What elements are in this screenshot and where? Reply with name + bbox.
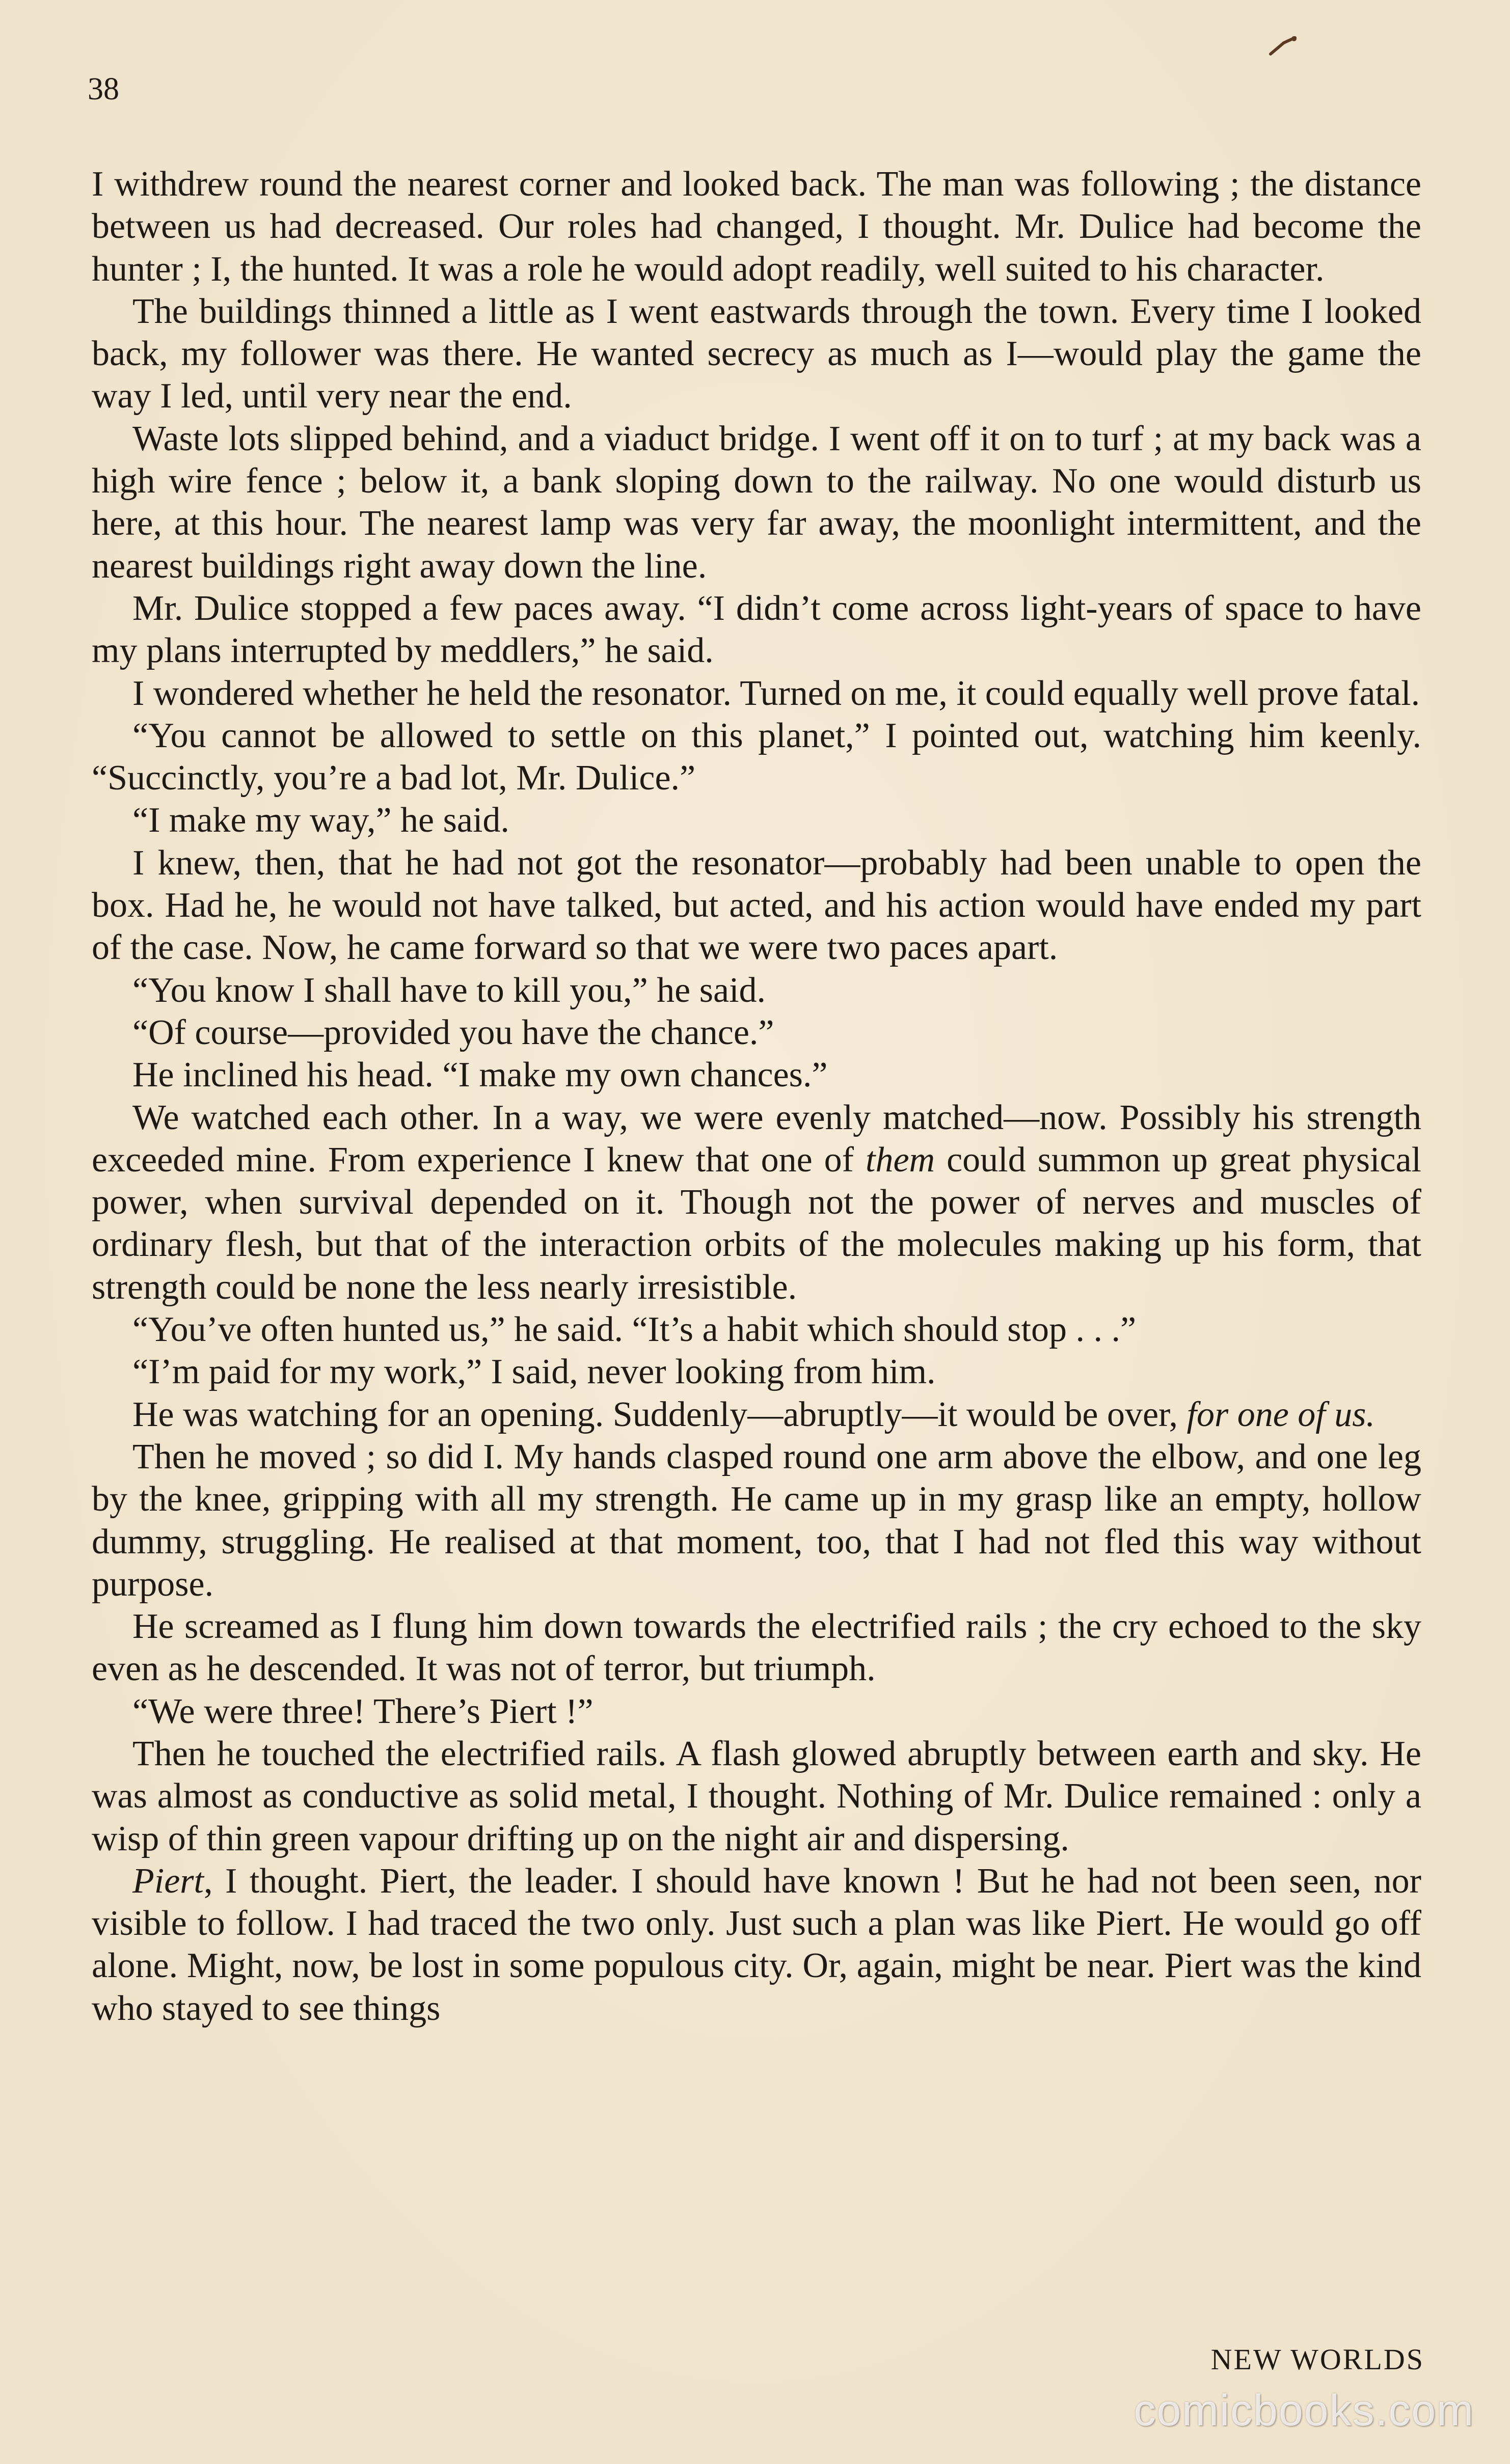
paragraph [92,1308,1421,1351]
watermark: comicbooks.com [1134,2386,1474,2435]
text-run: could summon up great physical power, when survival depended on it. Though not the power of nerves and muscles of ordinary flesh, but that of the interaction orbits of the molecules making up his form, that strength could be none the less nearly irresistible. [92,1140,1421,1307]
text-run: “You know I shall have to kill you,” he said. [132,970,766,1010]
text-run: I withdrew round the nearest corner and looked back. The man was following ; the distance between us had decreased. Our roles had changed, I thought. Mr. Dulice had become the hunter ; I, the hunted. It was a role he would adopt readily, well suited to his character. [92,165,1421,289]
text-run: He was watching for an opening. Suddenly—abruptly—it would be over, [132,1394,1187,1434]
text-run: “You’ve often hunted us,” he said. “It’s a habit which should stop . . .” [132,1310,1137,1350]
paragraph [92,1605,1421,1690]
text-run: “I’m paid for my work,” I said, never looking from him. [132,1352,936,1392]
paragraph [92,1054,1421,1096]
paragraph [92,969,1421,1011]
paragraph [92,799,1421,841]
text-run: Then he touched the electrified rails. A flash glowed abruptly between earth and sky. He was almost as conductive as solid metal, I thought. Nothing of Mr. Dulice remained : only a wisp of thin green vapour drifting up on the night air and dispersing. [92,1734,1421,1858]
story-text [92,163,1421,2030]
text-run: The buildings thinned a little as I went eastwards through the town. Every time I looked back, my follower was there. He wanted secrecy as much as I—would play the game the way I led, until very near the end. [92,291,1421,416]
text-run: He screamed as I flung him down towards the electrified rails ; the cry echoed to the sky even as he descended. It was not of terror, but triumph. [92,1607,1421,1689]
text-run: Then he moved ; so did I. My hands clasped round one arm above the elbow, and one leg by the knee, gripping with all my strength. He came up in my grasp like an empty, hollow dummy, struggling. He realised at that moment, too, that I had not fled this way without purpose. [92,1437,1421,1604]
text-run: We watched each other. In a way, we were evenly matched—now. Possibly his strength exceeded mine. From experience I knew that one of [92,1098,1421,1180]
paragraph [92,1690,1421,1733]
text-run: Mr. Dulice stopped a few paces away. “I didn’t come across light-years of space to have my plans interrupted by meddlers,” he said. [92,588,1421,671]
paragraph [92,587,1421,672]
paragraph [92,1733,1421,1860]
text-run: Waste lots slipped behind, and a viaduct bridge. I went off it on to turf ; at my back was a high wire fence ; below it, a bank sloping down to the railway. No one would disturb us here, at this hour. The nearest lamp was very far away, the moonlight intermittent, and the nearest buildings right away down the line. [92,419,1421,586]
paragraph [92,842,1421,969]
text-run: , I thought. Piert, the leader. I should have known ! But he had not been seen, nor visible to follow. I had traced the two only. Just such a plan was like Piert. He would go off alone. Might, now, be lost in some populous city. Or, again, might be near. Piert was the kind who stayed to see things [92,1861,1421,2028]
paragraph [92,1011,1421,1054]
paragraph [92,1351,1421,1393]
italic-text: Piert [132,1861,204,1901]
paragraph [92,1860,1421,2030]
paragraph [92,1393,1421,1436]
magazine-title-footer: NEW WORLDS [1210,2343,1424,2376]
text-run: “We were three! There’s Piert !” [132,1691,594,1731]
paragraph [92,163,1421,290]
text-run: I knew, then, that he had not got the resonator—probably had been unable to open the box. Had he, he would not have talked, but acted, and his action would have ended my part of the case. Now, he came forward so that we were two paces apart. [92,843,1421,968]
paragraph [92,418,1421,587]
text-run: I wondered whether he held the resonator. Turned on me, it could equally well prove fatal. [132,673,1420,713]
text-run: “You cannot be allowed to settle on this planet,” I pointed out, watching him keenly. “Succinctly, you’re a bad lot, Mr. Dulice.” [92,716,1421,798]
text-run: He inclined his head. “I make my own chances.” [132,1055,828,1095]
paragraph [92,1097,1421,1308]
text-run: “I make my way,” he said. [132,801,509,840]
italic-text: them [866,1140,935,1180]
page-number: 38 [88,72,119,106]
italic-text: for one of us. [1187,1394,1375,1434]
paragraph [92,672,1421,715]
paragraph [92,715,1421,800]
paragraph [92,1436,1421,1605]
ink-mark-icon [1269,36,1299,56]
paragraph [92,290,1421,418]
text-run: “Of course—provided you have the chance.” [132,1012,774,1052]
